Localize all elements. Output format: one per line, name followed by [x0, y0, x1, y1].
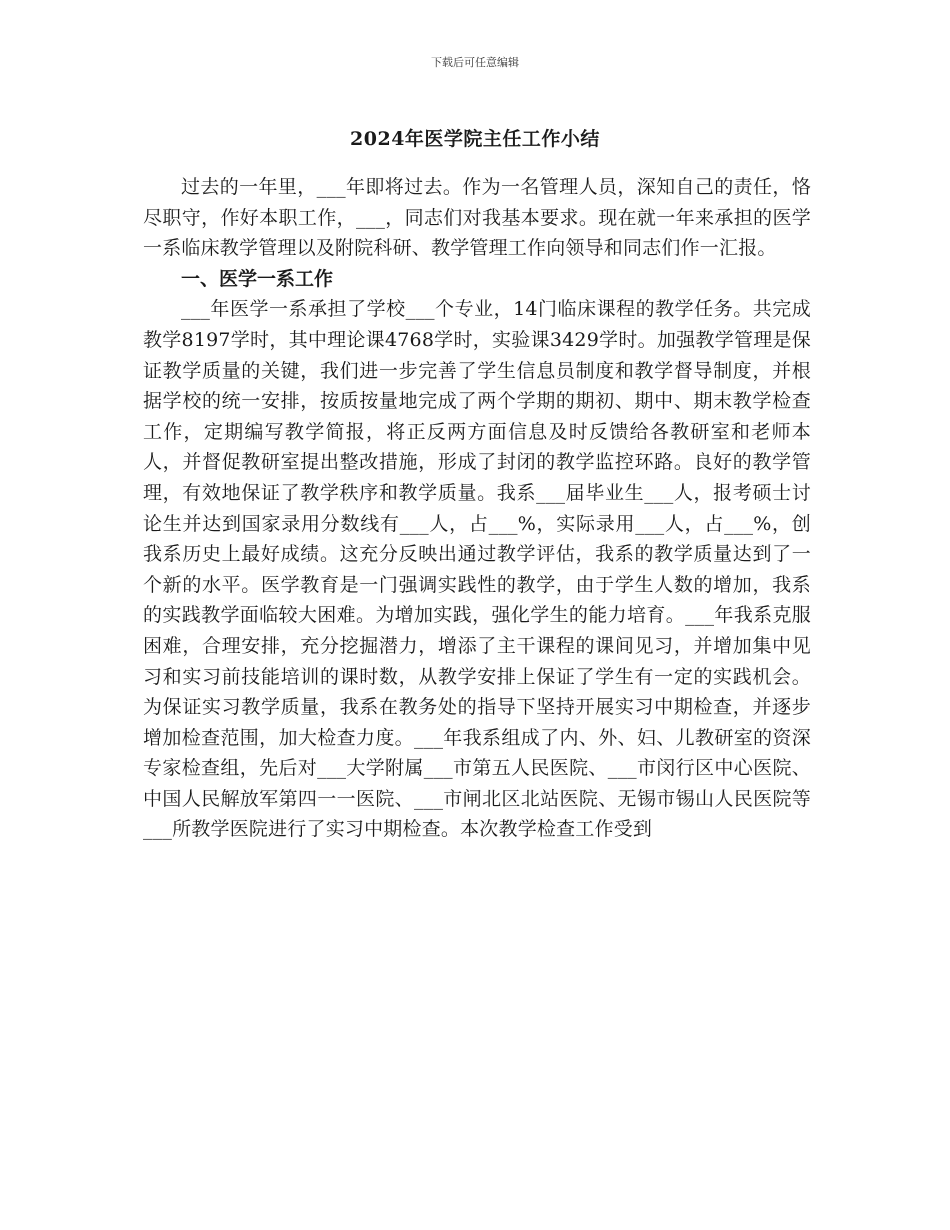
section-paragraph-medical-dept-1: ___年医学一系承担了学校___个专业，14门临床课程的教学任务。共完成教学8197学时，其中理论课4768学时，实验课3429学时。加强教学管理是保证教学质量的关键，我们进一步完善了学生信息员制度和教学督导制度，并根据学校的统一安排，按质按量地完成了两个学期的期初、期中、期末教学检查工作，定期编写教学简报，将正反两方面信息及时反馈给各教研室和老师本人，并督促教研室提出整改措施，形成了封闭的教学监控环路。良好的教学管理，有效地保证了教学秩序和教学质量。我系___届毕业生___人，报考硕士讨论生并达到国家录用分数线有___人，占___%，实际录用___人，占___%，创我系历史上最好成绩。这充分反映出通过教学评估，我系的教学质量达到了一个新的水平。医学教育是一门强调实践性的教学，由于学生人数的增加，我系的实践教学面临较大困难。为增加实践，强化学生的能力培育。___年我系克服困难，合理安排，充分挖掘潜力，增添了主干课程的课间见习，并增加集中见习和实习前技能培训的课时数，从教学安排上保证了学生有一定的实践机会。为保证实习教学质量，我系在教务处的指导下坚持开展实习中期检查，并逐步增加检查范围，加大检查力度。___年我系组成了内、外、妇、儿教研室的资深专家检查组，先后对___大学附属___市第五人民医院、___市闵行区中心医院、中国人民解放军第四一一医院、___市闸北区北站医院、无锡市锡山人民医院等___所教学医院进行了实习中期检查。本次教学检查工作受到 — [143, 298, 811, 841]
document-body — [143, 172, 811, 845]
section-heading-medical-dept-1: 一、医学一系工作 — [181, 267, 334, 290]
page-header-note: 下载后可任意编辑 — [431, 56, 519, 69]
document-title: 2024年医学院主任工作小结 — [350, 128, 600, 150]
intro-paragraph: 过去的一年里，___年即将过去。作为一名管理人员，深知自己的责任，恪尽职守，作好本职工作，___，同志们对我基本要求。现在就一年来承担的医学一系临床教学管理以及附院科研、教学管理工作向领导和同志们作一汇报。 — [143, 176, 811, 260]
